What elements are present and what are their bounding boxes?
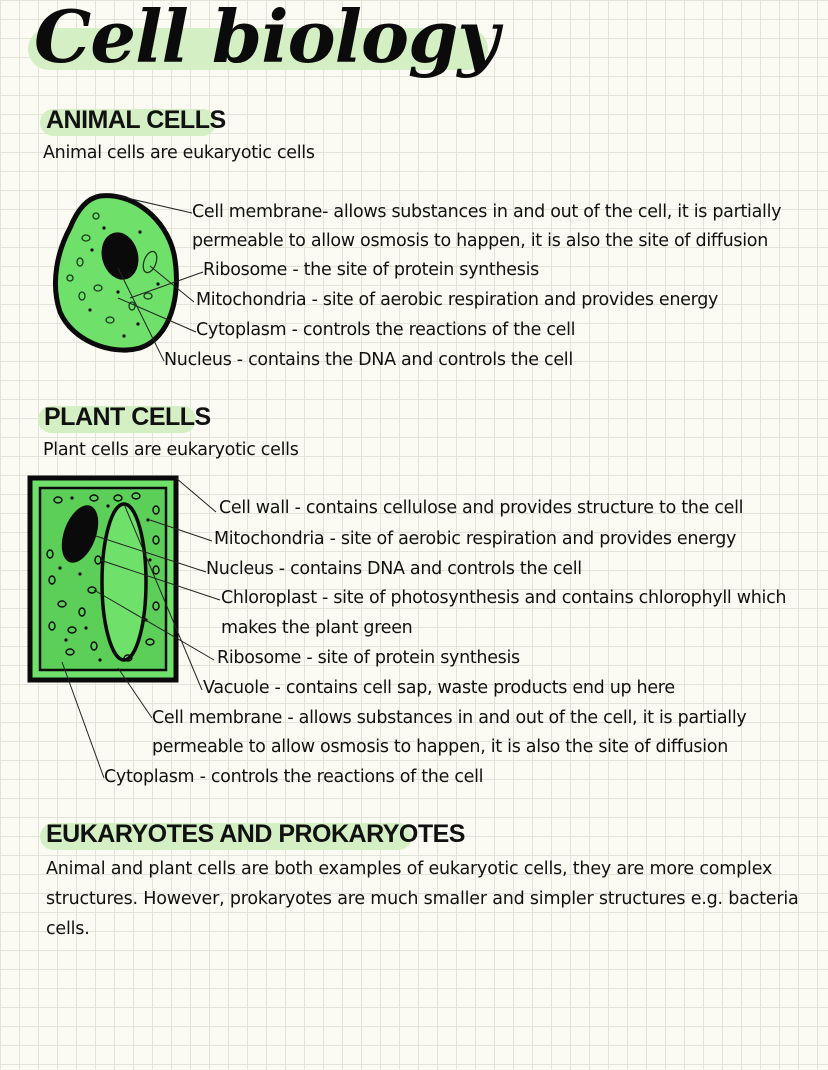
page-title: Cell biology	[34, 0, 499, 79]
animal-cell-diagram	[55, 196, 203, 361]
plant-label-ribosome: Ribosome - site of protein synthesis	[217, 648, 520, 668]
animal-label-cell-membrane-cont: permeable to allow osmosis to happen, it is also the site of diffusion	[192, 231, 768, 251]
plant-label-cell-wall: Cell wall - contains cellulose and provides structure to the cell	[219, 498, 744, 518]
plant-label-cell-membrane-cont: permeable to allow osmosis to happen, it is also the site of diffusion	[152, 737, 728, 757]
animal-cells-heading: ANIMAL CELLS	[46, 106, 226, 134]
plant-label-cell-membrane: Cell membrane - allows substances in and out of the cell, it is partially	[152, 708, 747, 728]
animal-label-cell-membrane: Cell membrane- allows substances in and out of the cell, it is partially	[192, 202, 782, 222]
animal-intro: Animal cells are eukaryotic cells	[43, 143, 315, 163]
plant-label-vacuole: Vacuole - contains cell sap, waste products end up here	[203, 678, 675, 698]
animal-label-ribosome: Ribosome - the site of protein synthesis	[203, 260, 539, 280]
plant-label-mitochondria: Mitochondria - site of aerobic respiration and provides energy	[214, 529, 737, 549]
animal-label-nucleus: Nucleus - contains the DNA and controls the cell	[164, 350, 573, 370]
plant-intro: Plant cells are eukaryotic cells	[43, 440, 299, 460]
plant-label-chloroplast: Chloroplast - site of photosynthesis and contains chlorophyll which	[221, 588, 787, 608]
euk-prok-heading: EUKARYOTES AND PROKARYOTES	[46, 820, 465, 848]
animal-label-mitochondria: Mitochondria - site of aerobic respiration and provides energy	[196, 290, 719, 310]
plant-label-cytoplasm: Cytoplasm - controls the reactions of the cell	[104, 767, 484, 787]
plant-cells-heading: PLANT CELLS	[44, 403, 211, 431]
plant-label-chloroplast-cont: makes the plant green	[221, 618, 413, 638]
euk-prok-paragraph: Animal and plant cells are both examples of eukaryotic cells, they are more complex structures. However, prokaryotes are much smaller and simpler structures e.g. bacteria cells.	[46, 859, 799, 939]
plant-cell-diagram	[30, 478, 220, 778]
animal-label-cytoplasm: Cytoplasm - controls the reactions of the cell	[196, 320, 576, 340]
plant-label-nucleus: Nucleus - contains DNA and controls the cell	[206, 559, 582, 579]
